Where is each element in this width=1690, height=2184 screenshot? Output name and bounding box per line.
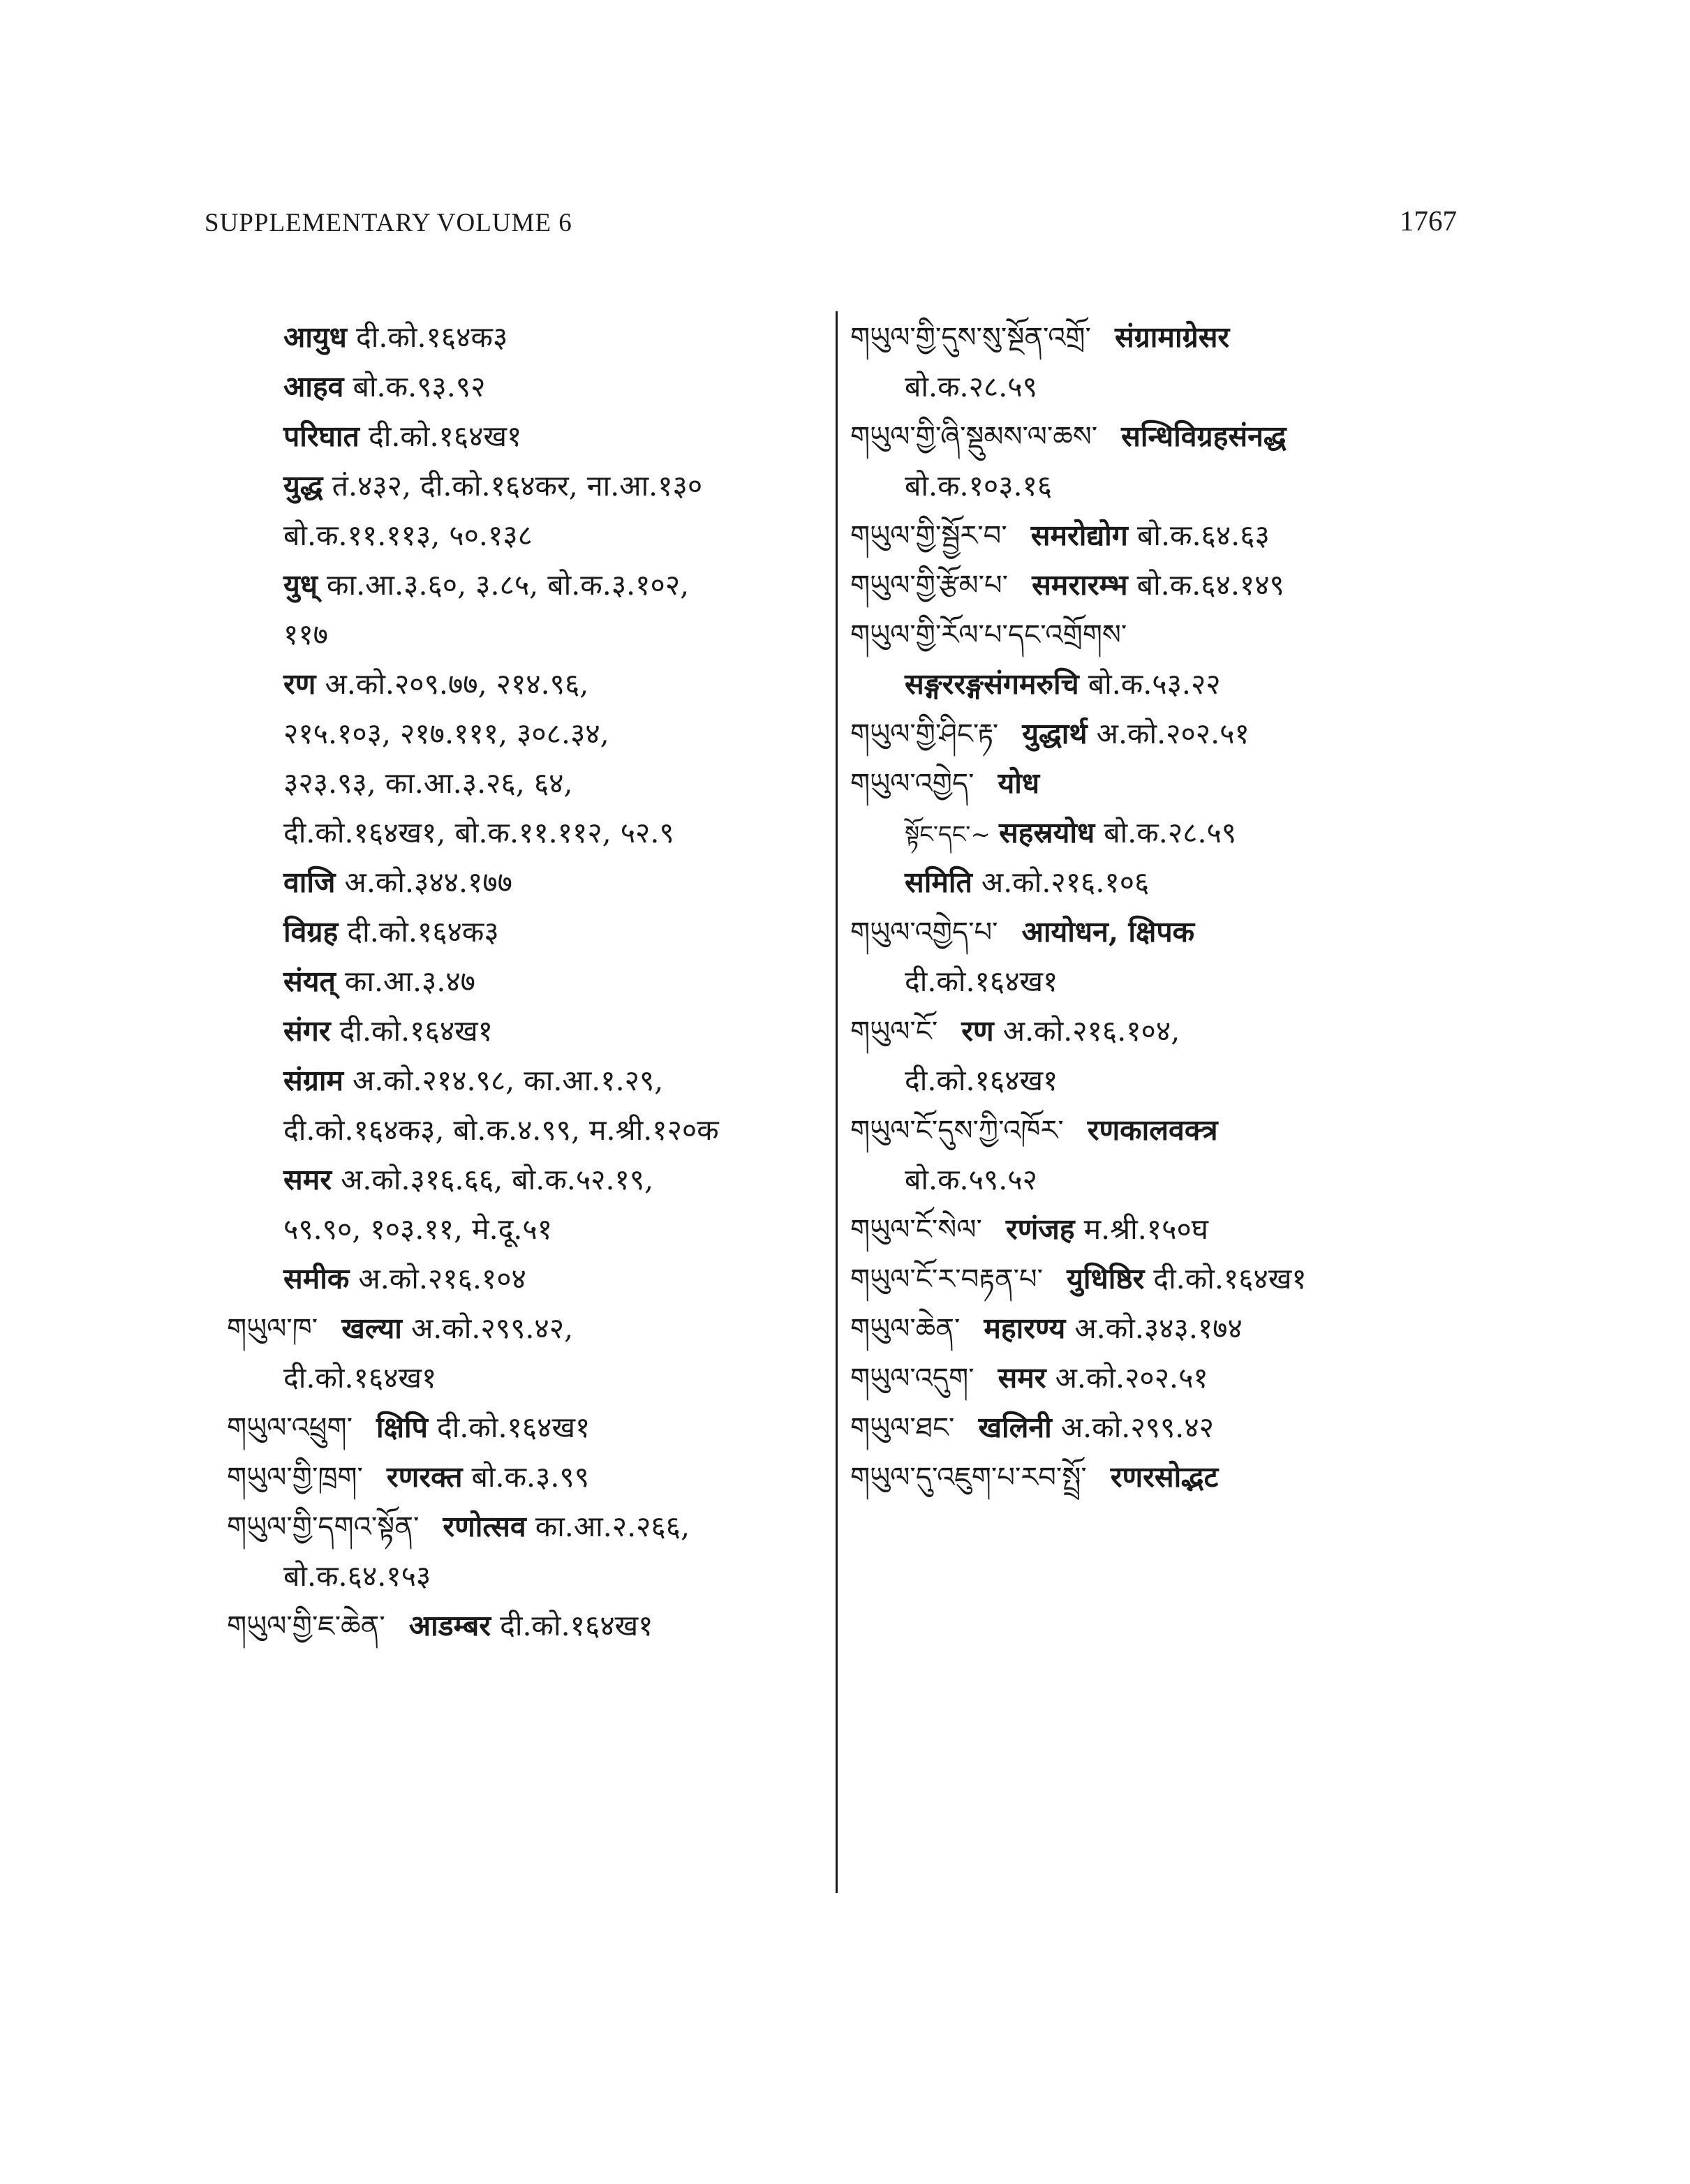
tibetan-term: གཡུལ་གྱི་རོལ་པ་དང་འགྲོགས་	[850, 619, 1127, 651]
source-reference: अ.को.३४३.१७४	[1074, 1312, 1243, 1345]
entry-line	[850, 907, 1660, 957]
source-reference: अ.को.२१४.९८, का.आ.१.२९,	[353, 1064, 664, 1097]
source-reference: अ.को.२०२.५१	[1096, 717, 1250, 750]
source-reference: बो.क.२८.५९	[905, 370, 1037, 403]
sanskrit-headword: खल्या	[341, 1312, 402, 1345]
source-reference: बो.क.९३.९२	[353, 370, 486, 403]
entry-line	[850, 858, 1660, 907]
tibetan-term: གཡུལ་གྱི་ཞི་སྡུམས་ལ་ཆས་	[850, 421, 1098, 453]
tibetan-term: གཡུལ་གྱི་དགའ་སྟོན་	[227, 1511, 420, 1543]
entry-line	[850, 660, 1660, 709]
sanskrit-headword: रण	[283, 667, 316, 701]
entry-line	[850, 759, 1660, 808]
entry-line	[850, 1353, 1660, 1403]
entry-line	[850, 362, 1660, 412]
entry-line	[850, 709, 1660, 759]
source-reference: दी.को.१६४क३, बो.क.४.९९, म.श्री.१२०क	[283, 1113, 719, 1147]
source-reference: बो.क.५३.२२	[1088, 667, 1221, 701]
entry-line	[227, 1552, 827, 1601]
entry-line	[227, 1056, 827, 1106]
sanskrit-headword: रणरक्त	[386, 1460, 463, 1494]
entry-line	[227, 709, 827, 759]
source-reference: अ.को.२१६.१०४	[358, 1262, 526, 1295]
entry-line	[850, 1155, 1660, 1205]
source-reference: दी.को.१६४ख१	[436, 1411, 591, 1444]
source-reference: दी.को.१६४ख१	[905, 965, 1058, 998]
source-reference: तं.४३२, दी.को.१६४कर, ना.आ.१३०	[332, 469, 703, 503]
entry-line	[227, 907, 827, 957]
sanskrit-headword: युधिष्ठिर	[1067, 1262, 1145, 1295]
sanskrit-headword: समीक	[283, 1262, 350, 1295]
tibetan-term: གཡུལ་ངོ་ར་བརྟན་པ་	[850, 1263, 1044, 1295]
tibetan-term: གཡུལ་གྱི་ཤིང་རྟ་	[850, 718, 999, 750]
sanskrit-headword: संगर	[283, 1014, 331, 1048]
tibetan-term: གཡུལ་ངོ་སེལ་	[850, 1214, 982, 1246]
sanskrit-headword: समरोद्योग	[1030, 519, 1128, 552]
sanskrit-headword: परिघात	[283, 419, 360, 453]
entry-line	[227, 1155, 827, 1205]
entry-line	[850, 1403, 1660, 1453]
page-number: 1767	[1400, 205, 1457, 237]
sanskrit-headword: आयोधन, क्षिपक	[1021, 915, 1195, 949]
tibetan-term: གཡུལ་གྱི་རྩོམ་པ་	[850, 570, 1009, 602]
entry-line	[850, 1304, 1660, 1353]
entry-line	[850, 610, 1660, 660]
entry-line	[227, 957, 827, 1006]
sanskrit-headword: क्षिपि	[376, 1411, 428, 1444]
source-reference: अ.को.२१६.१०४,	[1002, 1014, 1180, 1048]
entry-line	[227, 610, 827, 660]
source-reference: का.आ.३.४७	[344, 965, 475, 998]
source-reference: दी.को.१६४ख१, बो.क.११.११२, ५२.९	[283, 816, 674, 849]
entry-line	[850, 511, 1660, 560]
source-reference: दी.को.१६४ख१	[1153, 1262, 1307, 1295]
entry-line	[227, 313, 827, 362]
sanskrit-headword: रणोत्सव	[443, 1510, 526, 1543]
tibetan-term: གཡུལ་གྱི་ཇ་ཆེན་	[227, 1610, 385, 1642]
right-column	[850, 313, 1660, 1502]
entry-line	[227, 1453, 827, 1502]
source-reference: अ.को.३१६.६६, बो.क.५२.१९,	[341, 1163, 654, 1196]
entry-line	[227, 1254, 827, 1304]
entry-line	[850, 461, 1660, 511]
source-reference: दी.को.१६४ख१	[368, 419, 522, 453]
entry-line	[227, 461, 827, 511]
tibetan-term: གཡུལ་འགྱེད་པ་	[850, 916, 998, 949]
sanskrit-headword: संयत्	[283, 965, 336, 998]
sanskrit-headword: सङ्गररङ्गसंगमरुचि	[905, 667, 1079, 701]
entry-line	[227, 412, 827, 461]
sanskrit-headword: समरारम्भ	[1032, 568, 1128, 602]
source-reference: का.आ.३.६०, ३.८५, बो.क.३.१०२,	[327, 568, 690, 602]
entry-line	[227, 1106, 827, 1155]
sanskrit-headword: संग्राम	[283, 1064, 343, 1097]
tibetan-term: གཡུལ་འགྱེད་	[850, 768, 974, 800]
entry-line	[227, 1205, 827, 1254]
entry-line	[850, 1254, 1660, 1304]
tibetan-term: གཡུལ་ཐང་	[850, 1412, 955, 1444]
entry-line	[227, 1006, 827, 1056]
sanskrit-headword: समर	[998, 1361, 1046, 1395]
entry-line	[227, 511, 827, 560]
source-reference: अ.को.२९९.४२	[1060, 1411, 1214, 1444]
sanskrit-headword: संग्रामाग्रेसर	[1114, 320, 1230, 354]
tibetan-term: གཡུལ་འཕྲུག་	[227, 1412, 353, 1444]
tibetan-term: གཡུལ་གྱི་དུས་སུ་སྔོན་འགྲོ་	[850, 322, 1091, 354]
sanskrit-headword: सन्धिविग्रहसंनद्ध	[1121, 419, 1287, 453]
entry-line	[850, 808, 1660, 858]
entry-line	[227, 858, 827, 907]
compound-prefix: སྟོང་དང་~	[905, 821, 991, 849]
entry-line	[227, 660, 827, 709]
source-reference: बो.क.११.११३, ५०.१३८	[283, 519, 533, 552]
sanskrit-headword: समर	[283, 1163, 332, 1196]
source-reference: दी.को.१६४ख१	[500, 1609, 653, 1642]
tibetan-term: གཡུལ་འདུག་	[850, 1362, 974, 1395]
tibetan-term: གཡུལ་དུ་འཇུག་པ་རབ་སྤྲོ་	[850, 1462, 1087, 1494]
sanskrit-headword: आडम्बर	[408, 1609, 491, 1642]
source-reference: ३२३.९३, का.आ.३.२६, ६४,	[283, 766, 573, 800]
tibetan-term: གཡུལ་ཆེན་	[850, 1313, 961, 1345]
sanskrit-headword: युध्	[283, 568, 318, 602]
sanskrit-headword: महारण्य	[984, 1312, 1066, 1345]
tibetan-term: གཡུལ་ཁ་	[227, 1313, 318, 1345]
source-reference: ११७	[283, 618, 328, 651]
sanskrit-headword: युद्धार्थ	[1022, 717, 1088, 750]
entry-line	[850, 313, 1660, 362]
entry-line	[227, 1403, 827, 1453]
sanskrit-headword: विग्रह	[283, 915, 339, 949]
sanskrit-headword: आहव	[283, 370, 344, 403]
entry-line	[227, 362, 827, 412]
sanskrit-headword: रण	[961, 1014, 994, 1048]
entry-line	[227, 1502, 827, 1552]
source-reference: दी.को.१६४ख१	[339, 1014, 494, 1048]
tibetan-term: གཡུལ་ངོ་དུས་ཀྱི་འཁོར་	[850, 1115, 1064, 1147]
source-reference: बो.क.६४.१५३	[283, 1559, 431, 1593]
source-reference: दी.को.१६४ख१	[283, 1361, 437, 1395]
source-reference: दी.को.१६४ख१	[905, 1064, 1058, 1097]
source-reference: ५९.९०, १०३.११, मे.दू.५१	[283, 1212, 553, 1246]
source-reference: अ.को.२१६.१०६	[981, 866, 1150, 899]
left-column	[227, 313, 827, 1651]
entry-line	[850, 1205, 1660, 1254]
entry-line	[850, 957, 1660, 1006]
source-reference: दी.को.१६४क३	[355, 320, 508, 354]
sanskrit-headword: वाजि	[283, 866, 336, 899]
source-reference: बो.क.५९.५२	[905, 1163, 1037, 1196]
entry-line	[227, 1353, 827, 1403]
tibetan-term: གཡུལ་ངོ་	[850, 1016, 938, 1048]
source-reference: दी.को.१६४क३	[347, 915, 499, 949]
entry-line	[227, 1304, 827, 1353]
source-reference: अ.को.३४४.१७७	[344, 866, 512, 899]
sanskrit-headword: आयुध	[283, 320, 347, 354]
tibetan-term: གཡུལ་གྱི་ཁྲག་	[227, 1462, 363, 1494]
tibetan-term: གཡུལ་གྱི་སྦྱོར་བ་	[850, 520, 1007, 552]
entry-line	[850, 1106, 1660, 1155]
entry-line	[850, 1056, 1660, 1106]
source-reference: म.श्री.१५०घ	[1083, 1212, 1208, 1246]
sanskrit-headword: युद्ध	[283, 469, 323, 503]
source-reference: बो.क.१०३.१६	[905, 469, 1053, 503]
sanskrit-headword: समिति	[905, 866, 972, 899]
sanskrit-headword: रणकालवक्त्र	[1087, 1113, 1218, 1147]
entry-line	[227, 1601, 827, 1651]
column-divider	[836, 311, 838, 1893]
sanskrit-headword: योध	[998, 766, 1040, 800]
sanskrit-headword: खलिनी	[978, 1411, 1052, 1444]
source-reference: अ.को.२९९.४२,	[410, 1312, 574, 1345]
source-reference: २१५.१०३, २१७.१११, ३०८.३४,	[283, 717, 609, 750]
source-reference: अ.को.२०९.७७, २१४.९६,	[325, 667, 589, 701]
entry-line	[850, 560, 1660, 610]
source-reference: बो.क.६४.६३	[1136, 519, 1270, 552]
running-head: SUPPLEMENTARY VOLUME 6	[205, 209, 572, 237]
entry-line	[227, 759, 827, 808]
source-reference: बो.क.२८.५९	[1104, 816, 1237, 849]
entry-line	[850, 412, 1660, 461]
entry-line	[227, 808, 827, 858]
source-reference: का.आ.२.२६६,	[535, 1510, 690, 1543]
entry-line	[850, 1453, 1660, 1502]
source-reference: बो.क.६४.१४९	[1136, 568, 1284, 602]
entry-line	[850, 1006, 1660, 1056]
sanskrit-headword: रणंजह	[1005, 1212, 1075, 1246]
source-reference: बो.क.३.९९	[471, 1460, 590, 1494]
sanskrit-headword: सहस्रयोध	[998, 816, 1095, 849]
entry-line	[227, 560, 827, 610]
sanskrit-headword: रणरसोद्भट	[1110, 1460, 1219, 1494]
source-reference: अ.को.२०२.५१	[1055, 1361, 1208, 1395]
